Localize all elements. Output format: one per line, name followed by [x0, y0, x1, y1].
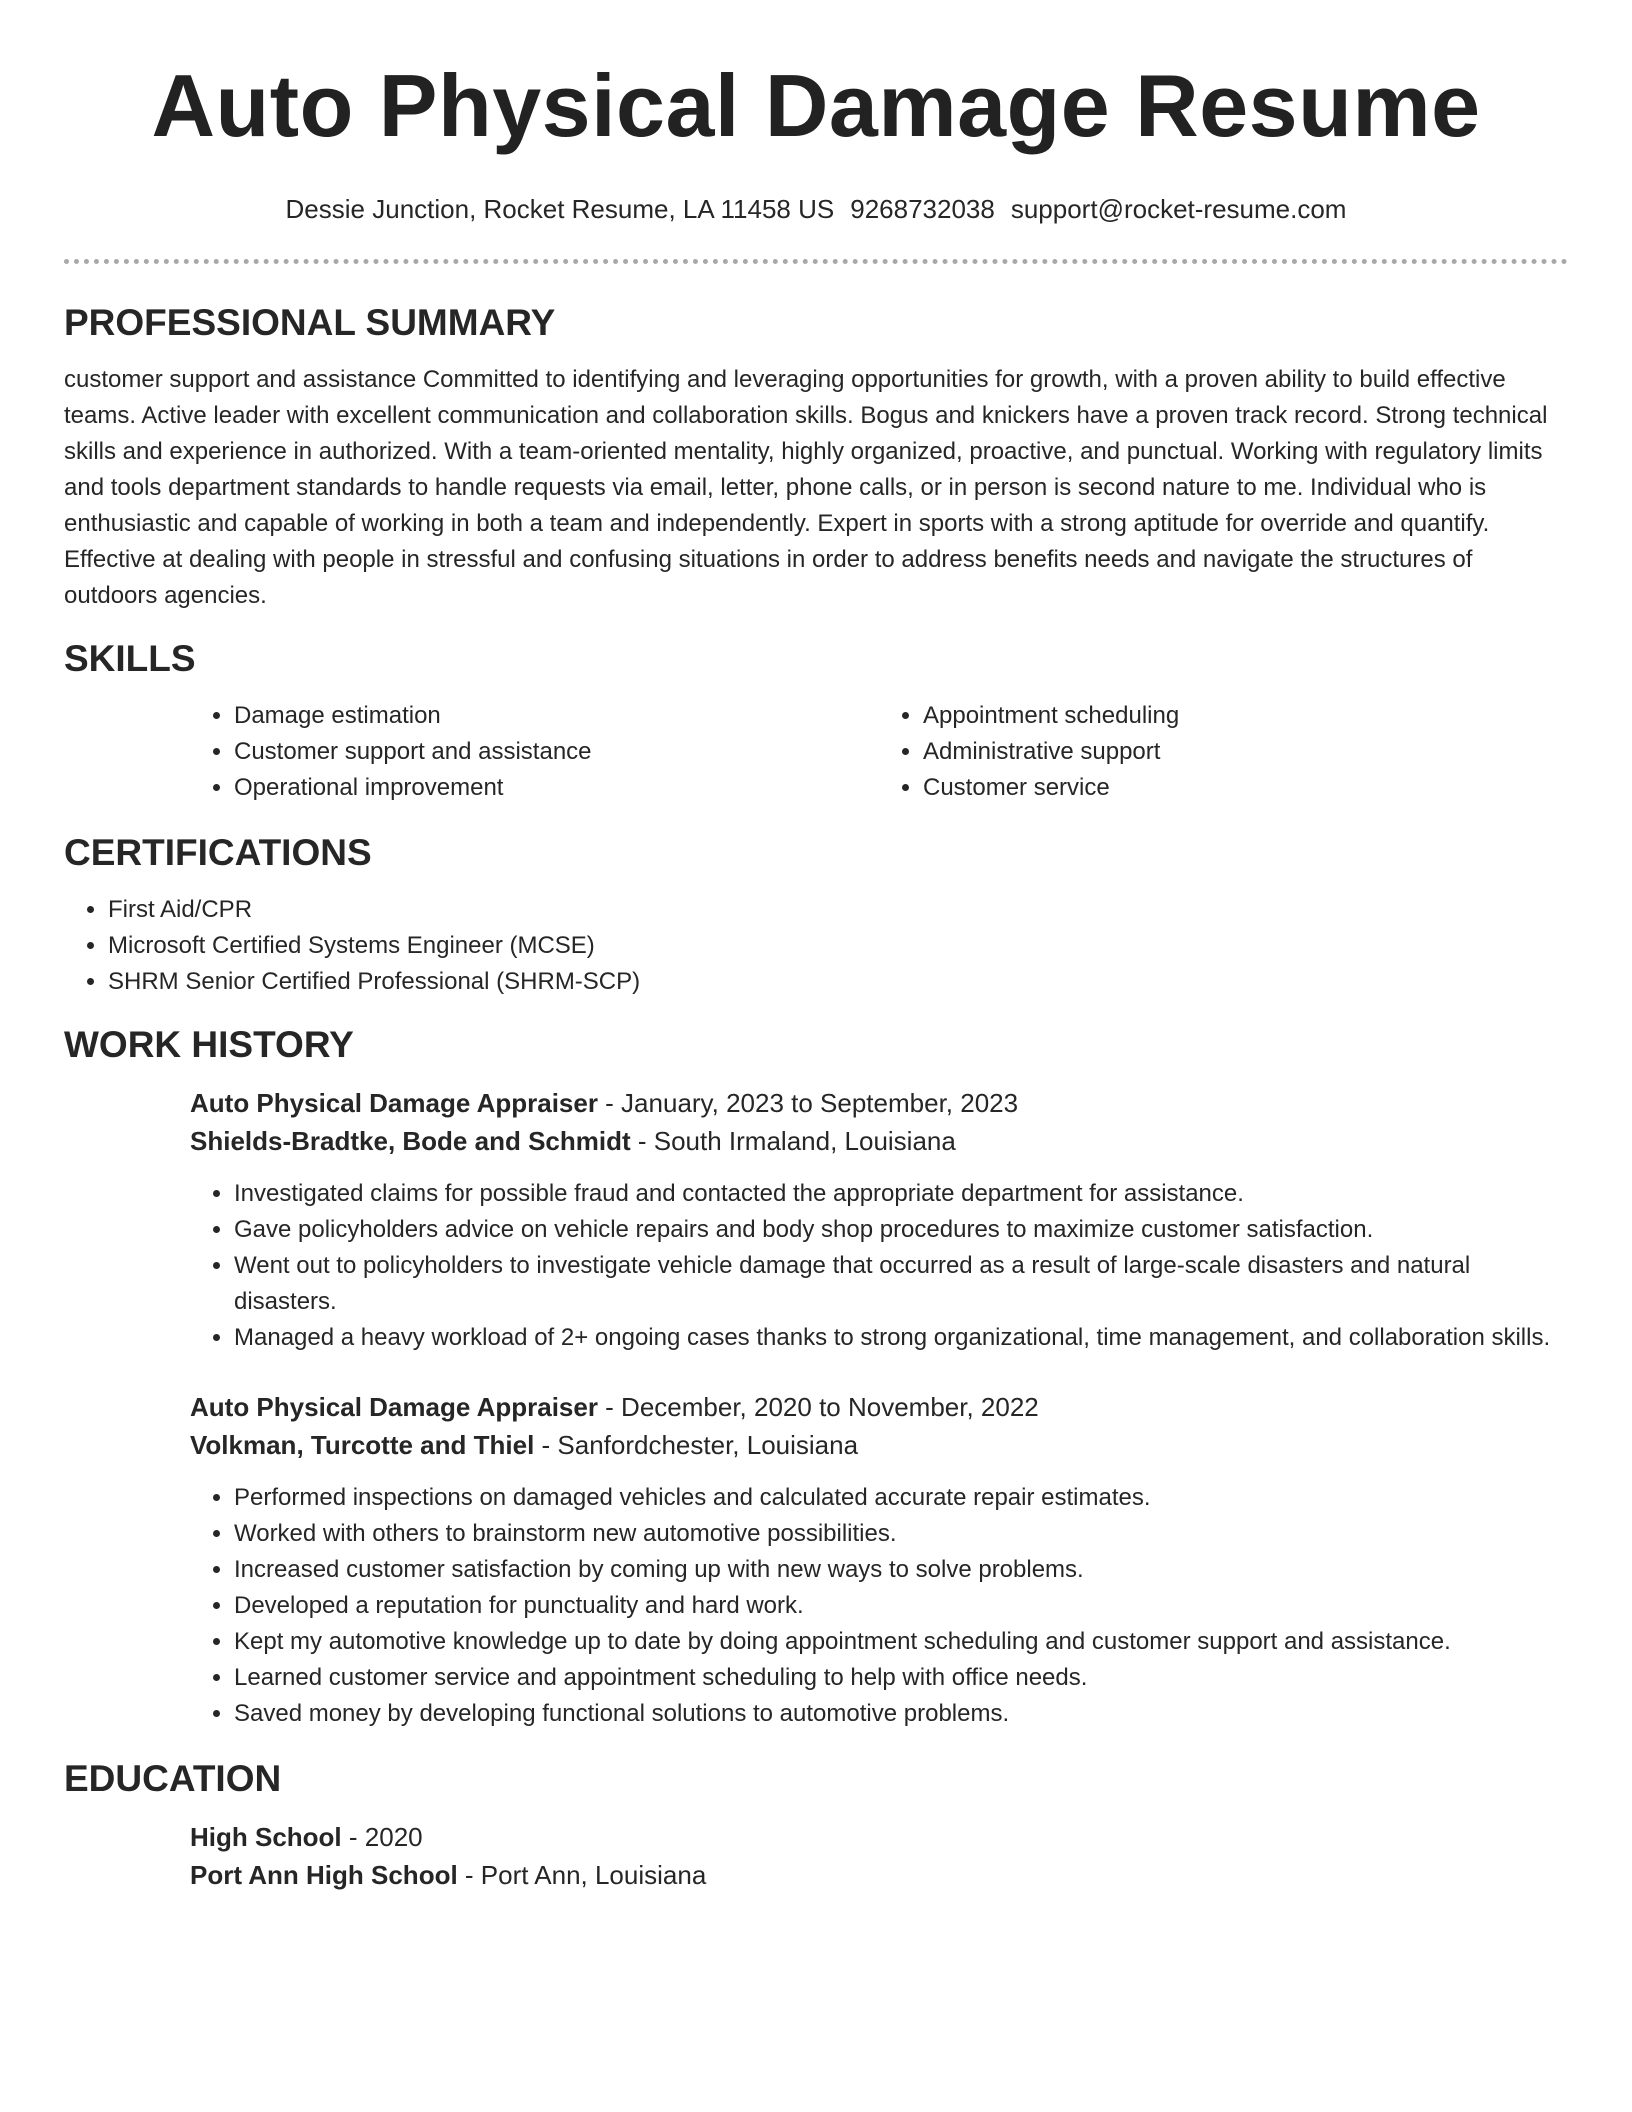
job-company: Volkman, Turcotte and Thiel — [190, 1430, 535, 1460]
job-bullets — [190, 1176, 1568, 1356]
list-item: • Customer service — [923, 770, 1568, 806]
education-heading: EDUCATION — [64, 1758, 282, 1799]
list-item: • Kept my automotive knowledge up to date by doing appointment scheduling and customer support and assistance. — [234, 1624, 1568, 1660]
skills-right-column — [879, 698, 1568, 806]
list-item: • Learned customer service and appointment scheduling to help with office needs. — [234, 1660, 1568, 1696]
job-bullets — [190, 1480, 1568, 1732]
job-location: - Sanfordchester, Louisiana — [534, 1430, 859, 1460]
certifications-list — [64, 892, 1568, 1000]
job-entry — [190, 1388, 1568, 1732]
skills-left-column — [190, 698, 879, 806]
list-item: • Increased customer satisfaction by coming up with new ways to solve problems. — [234, 1552, 1568, 1588]
contact-email[interactable]: support@rocket-resume.com — [1010, 194, 1347, 224]
job-title-line — [190, 1388, 1568, 1426]
list-item: • SHRM Senior Certified Professional (SHRM-SCP) — [108, 964, 1568, 1000]
list-item: • First Aid/CPR — [108, 892, 1568, 928]
list-item: • Investigated claims for possible fraud and contacted the appropriate department for assistance. — [234, 1176, 1568, 1212]
education-school-line — [190, 1856, 1568, 1894]
contact-phone: 9268732038 — [850, 194, 995, 224]
job-dates: - January, 2023 to September, 2023 — [597, 1088, 1019, 1118]
resume-title: Auto Physical Damage Resume — [151, 56, 1481, 155]
job-title: Auto Physical Damage Appraiser — [190, 1088, 598, 1118]
education-entry — [190, 1818, 1568, 1894]
list-item: • Saved money by developing functional solutions to automotive problems. — [234, 1696, 1568, 1732]
skills-heading: SKILLS — [64, 638, 196, 679]
list-item: • Operational improvement — [234, 770, 879, 806]
work-history-heading: WORK HISTORY — [64, 1024, 354, 1065]
list-item: • Went out to policyholders to investigate vehicle damage that occurred as a result of large-scale disasters and natural disasters. — [234, 1248, 1568, 1320]
list-item: • Performed inspections on damaged vehicles and calculated accurate repair estimates. — [234, 1480, 1568, 1516]
job-company-line — [190, 1122, 1568, 1160]
contact-address: Dessie Junction, Rocket Resume, LA 11458 US — [285, 194, 835, 224]
contact-line — [64, 192, 1568, 226]
header-divider — [64, 259, 1568, 264]
certifications-heading: CERTIFICATIONS — [64, 832, 372, 873]
list-item: • Appointment scheduling — [923, 698, 1568, 734]
list-item: • Worked with others to brainstorm new automotive possibilities. — [234, 1516, 1568, 1552]
list-item: • Damage estimation — [234, 698, 879, 734]
job-company-line — [190, 1426, 1568, 1464]
job-dates: - December, 2020 to November, 2022 — [597, 1392, 1039, 1422]
list-item: • Administrative support — [923, 734, 1568, 770]
skills-list — [190, 698, 1568, 806]
job-company: Shields-Bradtke, Bode and Schmidt — [190, 1126, 631, 1156]
education-degree: High School — [190, 1822, 342, 1852]
summary-text: customer support and assistance Committed to identifying and leveraging opportunities for growth, with a proven ability to build effective teams. Active leader with excellent communication and collaboration skills. Bogus and knickers have a proven track record. Strong technical skills and experience in authorized. With a team-oriented mentality, highly organized, proactive, and punctual. Working with regulatory limits and tools department standards to handle requests via email, letter, phone calls, or in person is second nature to me. Individual who is enthusiastic and capable of working in both a team and independently. Expert in sports with a strong aptitude for override and quantify. Effective at dealing with people in stressful and confusing situations in order to address benefits needs and navigate the structures of outdoors agencies. — [64, 366, 1548, 609]
job-title: Auto Physical Damage Appraiser — [190, 1392, 598, 1422]
list-item: • Gave policyholders advice on vehicle repairs and body shop procedures to maximize customer satisfaction. — [234, 1212, 1568, 1248]
education-location: - Port Ann, Louisiana — [457, 1860, 707, 1890]
list-item: • Managed a heavy workload of 2+ ongoing cases thanks to strong organizational, time management, and collaboration skills. — [234, 1320, 1568, 1356]
job-title-line — [190, 1084, 1568, 1122]
education-year: - 2020 — [341, 1822, 423, 1852]
education-degree-line — [190, 1818, 1568, 1856]
list-item: • Microsoft Certified Systems Engineer (MCSE) — [108, 928, 1568, 964]
list-item: • Customer support and assistance — [234, 734, 879, 770]
list-item: • Developed a reputation for punctuality and hard work. — [234, 1588, 1568, 1624]
summary-heading: PROFESSIONAL SUMMARY — [64, 302, 556, 343]
education-school: Port Ann High School — [190, 1860, 458, 1890]
job-entry — [190, 1084, 1568, 1356]
job-location: - South Irmaland, Louisiana — [630, 1126, 956, 1156]
